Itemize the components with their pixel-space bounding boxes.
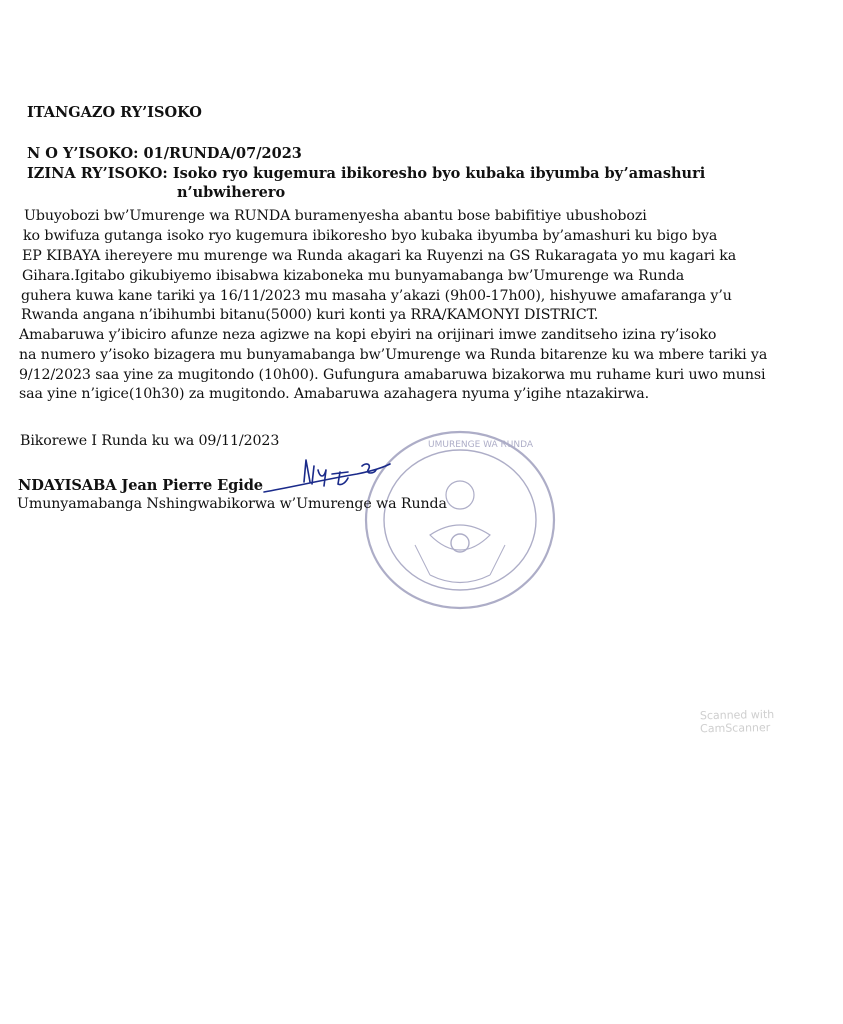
date-line: Bikorewe I Runda ku wa 09/11/2023 [20, 433, 280, 449]
tender-name-label: IZINA RY’ISOKO: [27, 165, 168, 182]
body-line: Ubuyobozi bw’Umurenge wa RUNDA buramenyesha abantu bose babifitiye ubushobozi [24, 208, 647, 224]
body-line: Gihara.Igitabo gikubiyemo ibisabwa kizaboneka mu bunyamabanga bw’Umurenge wa Runda [22, 268, 685, 284]
signature-image [262, 452, 397, 502]
body-line: na numero y’isoko bizagera mu bunyamabanga bw’Umurenge wa Runda bitarenze ku wa mbere tariki ya [19, 347, 768, 363]
body-line: 9/12/2023 saa yine za mugitondo (10h00). Gufungura amabaruwa bizakorwa mu ruhame kuri uwo munsi [19, 367, 766, 383]
signer-name: NDAYISABA Jean Pierre Egide [18, 477, 263, 494]
tender-name-value: Isoko ryo kugemura ibikoresho byo kubaka ibyumba by’amashuri [172, 165, 706, 182]
tender-name-value-cont: n’ubwiherero [177, 184, 286, 201]
notice-title: ITANGAZO RY’ISOKO [27, 104, 202, 121]
body-line: ko bwifuza gutanga isoko ryo kugemura ibikoresho byo kubaka ibyumba by’amashuri ku bigo bya [23, 228, 718, 244]
bleed-through-text: Scanned with CamScanner [699, 707, 775, 736]
body-line: Rwanda angana n’ibihumbi bitanu(5000) kuri konti ya RRA/KAMONYI DISTRICT. [21, 307, 599, 323]
body-line: Amabaruwa y’ibiciro afunze neza agizwe na kopi ebyiri na orijinari imwe zanditseho izina ry’isoko [19, 327, 717, 343]
signer-title: Umunyamabanga Nshingwabikorwa w’Umurenge wa Runda [17, 496, 447, 512]
tender-name-line [27, 165, 705, 182]
stamp-text: UMURENGE WA RUNDA [428, 440, 534, 450]
body-line: saa yine n’igice(10h30) za mugitondo. Amabaruwa azahagera nyuma y’igihe ntazakirwa. [19, 386, 650, 402]
body-line: EP KIBAYA ihereyere mu murenge wa Runda akagari ka Ruyenzi na GS Rukaragata yo mu kagari ka [22, 248, 737, 264]
body-line: guhera kuwa kane tariki ya 16/11/2023 mu masaha y’akazi (9h00-17h00), hishyuwe amafaranga y’u [21, 288, 732, 304]
tender-number: N O Y’ISOKO: 01/RUNDA/07/2023 [27, 145, 302, 162]
